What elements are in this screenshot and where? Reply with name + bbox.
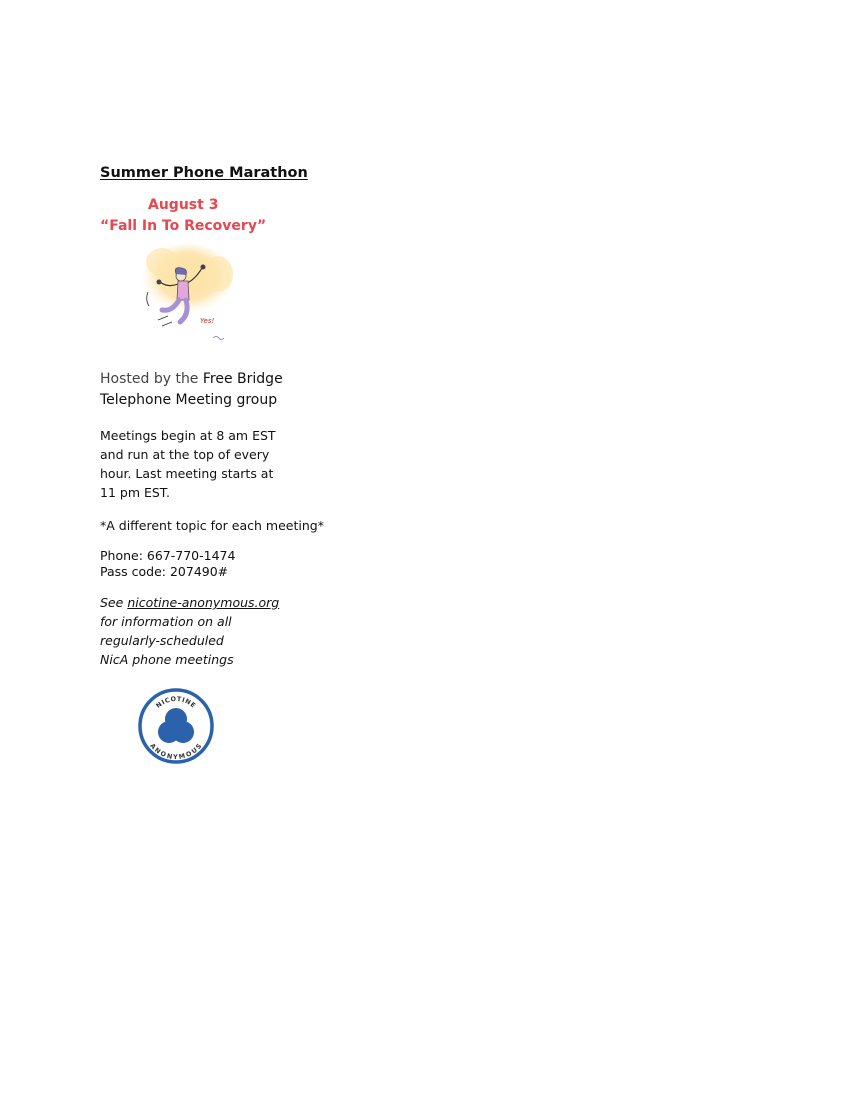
info-line: NicA phone meetings xyxy=(100,652,234,667)
hosted-by-block xyxy=(100,369,283,411)
event-date: August 3 xyxy=(148,197,219,213)
schedule-line: 11 pm EST. xyxy=(100,485,170,500)
page-title: Summer Phone Marathon xyxy=(100,165,308,181)
jumping-person-illustration xyxy=(140,240,240,348)
hosted-by-group-1: Free Bridge xyxy=(202,371,283,387)
schedule-line: and run at the top of every xyxy=(100,447,270,462)
info-block xyxy=(100,593,279,669)
hosted-by-group-2: Telephone Meeting group xyxy=(100,392,278,408)
hosted-by-prefix: Hosted by the xyxy=(100,371,199,387)
nicotine-anonymous-logo xyxy=(137,687,215,765)
info-line: for information on all xyxy=(100,614,232,629)
nicotine-anonymous-link[interactable]: nicotine-anonymous.org xyxy=(127,595,280,610)
phone-block xyxy=(100,548,235,580)
logo-top-text: NICOTINE xyxy=(154,694,198,710)
illustration-signature: Yes! xyxy=(200,317,215,325)
schedule-line: Meetings begin at 8 am EST xyxy=(100,428,276,443)
phone-number: Phone: 667-770-1474 xyxy=(100,548,236,563)
info-line: regularly-scheduled xyxy=(100,633,224,648)
topic-note: *A different topic for each meeting* xyxy=(100,518,324,533)
schedule-block xyxy=(100,426,276,502)
logo-bottom-text: ANONYMOUS xyxy=(148,741,204,762)
schedule-line: hour. Last meeting starts at xyxy=(100,466,274,481)
event-subtitle: “Fall In To Recovery” xyxy=(100,218,267,234)
info-prefix: See xyxy=(100,595,124,610)
pass-code: Pass code: 207490# xyxy=(100,564,229,579)
